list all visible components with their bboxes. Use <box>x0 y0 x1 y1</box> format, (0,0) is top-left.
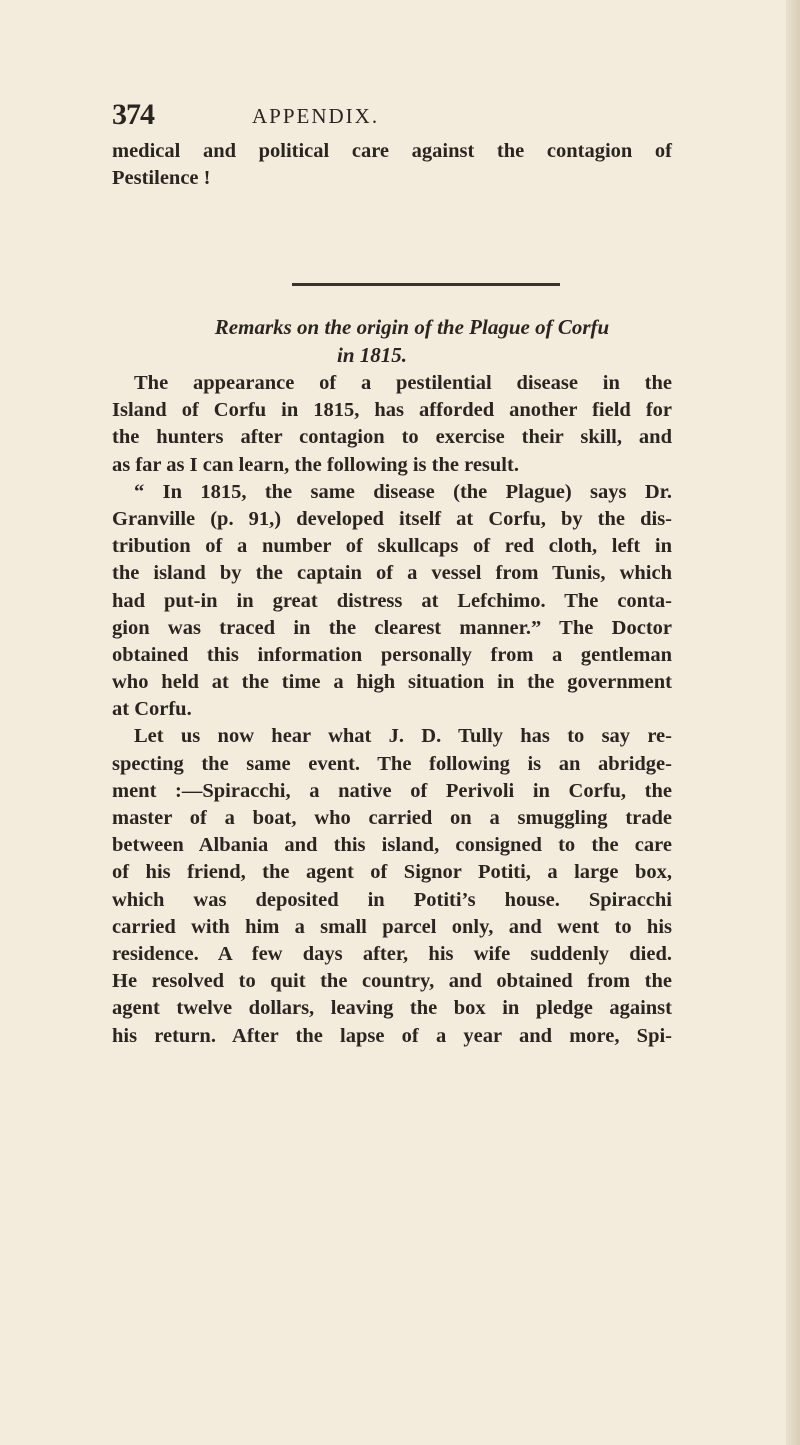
body-text <box>112 370 672 1050</box>
text-line: of his friend, the agent of Signor Potiti, a large box, <box>112 861 672 884</box>
intro-paragraph <box>112 138 672 192</box>
page-header <box>112 98 672 138</box>
text-line: Granville (p. 91,) developed itself at Corfu, by the dis- <box>112 507 672 530</box>
running-head: APPENDIX. <box>252 104 380 128</box>
text-line: specting the same event. The following is an abridge- <box>112 752 672 775</box>
section-heading-line: Remarks on the origin of the Plague of Corfu <box>214 315 610 339</box>
text-line: ment :—Spiracchi, a native of Perivoli in Corfu, the <box>112 779 672 802</box>
text-line: carried with him a small parcel only, and went to his <box>112 915 672 938</box>
page-number: 374 <box>112 98 154 131</box>
text-line: who held at the time a high situation in the government <box>112 671 672 694</box>
section-divider <box>292 283 560 286</box>
page-edge <box>786 0 800 1445</box>
text-line: Pestilence ! <box>112 167 211 190</box>
text-line: his return. After the lapse of a year and more, Spi- <box>112 1024 672 1047</box>
text-line: master of a boat, who carried on a smuggling trade <box>112 807 672 829</box>
text-line: tribution of a number of skullcaps of red cloth, left in <box>112 535 672 558</box>
text-line: between Albania and this island, consigned to the care <box>112 834 672 857</box>
text-line: which was deposited in Potiti’s house. Spiracchi <box>112 888 672 911</box>
text-line: medical and political care against the contagion of <box>112 140 672 162</box>
section-heading <box>112 313 672 369</box>
text-line: He resolved to quit the country, and obtained from the <box>112 970 672 993</box>
text-line: residence. A few days after, his wife suddenly died. <box>112 942 672 965</box>
text-line: “ In 1815, the same disease (the Plague) says Dr. <box>134 480 672 503</box>
text-line: Island of Corfu in 1815, has afforded another field for <box>112 399 672 422</box>
text-line: gion was traced in the clearest manner.” The Doctor <box>112 616 672 639</box>
text-line: at Corfu. <box>112 698 192 721</box>
text-line: The appearance of a pestilential disease in the <box>134 372 672 394</box>
text-line: as far as I can learn, the following is the result. <box>112 453 519 476</box>
text-line: agent twelve dollars, leaving the box in pledge against <box>112 997 672 1020</box>
text-line: the hunters after contagion to exercise their skill, and <box>112 426 672 449</box>
section-heading-line: in 1815. <box>336 343 407 367</box>
text-line: had put-in in great distress at Lefchimo. The conta- <box>112 589 672 612</box>
text-line: obtained this information personally from a gentleman <box>112 643 672 666</box>
text-line: the island by the captain of a vessel from Tunis, which <box>112 562 672 585</box>
text-line: Let us now hear what J. D. Tully has to say re- <box>134 725 672 748</box>
